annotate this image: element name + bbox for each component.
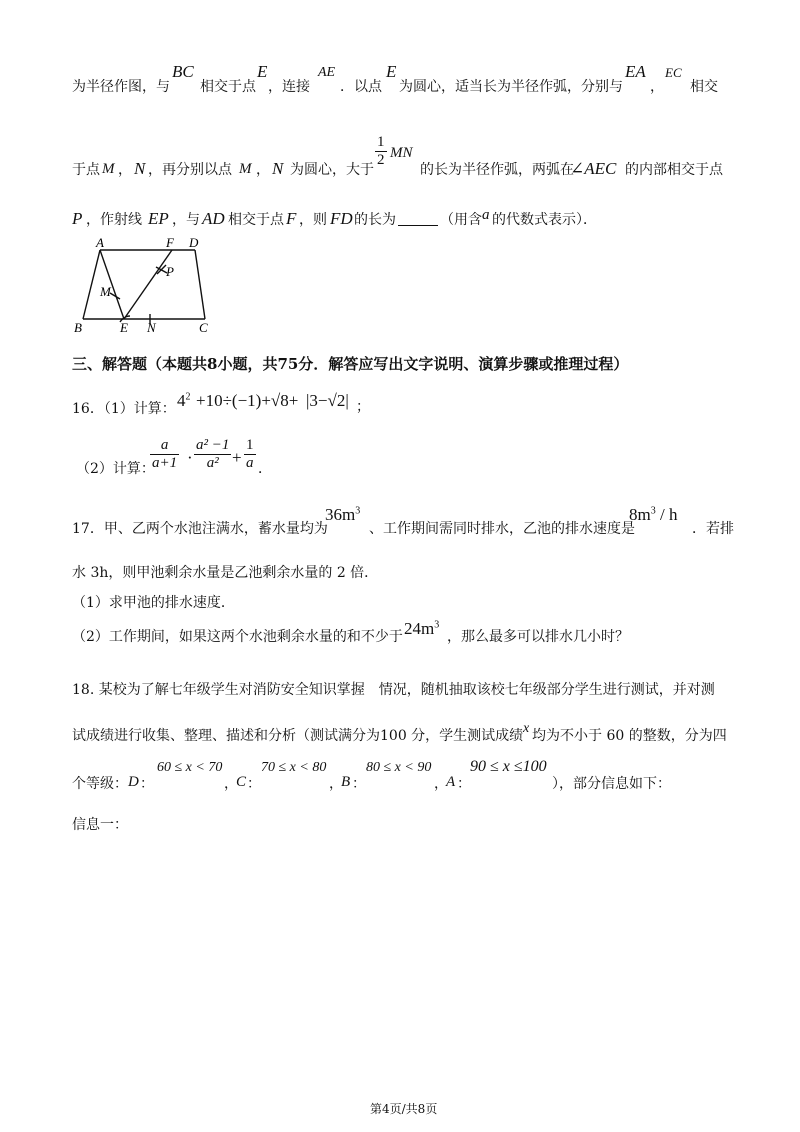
text: ， bbox=[329, 776, 343, 792]
text: 为圆心，适当长为半径作弧，分别与 bbox=[399, 79, 623, 95]
text: ， bbox=[256, 162, 270, 178]
q16-expr-b: +10÷(−1)+√8+ bbox=[196, 391, 299, 410]
math-M: M bbox=[239, 161, 252, 177]
answer-blank[interactable] bbox=[398, 213, 438, 229]
info-one-label: 信息一： bbox=[72, 817, 128, 833]
q17-line1c: ．若排 bbox=[692, 521, 734, 537]
range-C: 70 ≤ x < 80 bbox=[261, 760, 327, 775]
plus-operator: + bbox=[232, 448, 242, 467]
math-E: E bbox=[386, 62, 397, 81]
label-N: N bbox=[147, 320, 156, 335]
text: ．以点 bbox=[340, 79, 382, 95]
text: ： bbox=[140, 776, 154, 792]
q18-line3a: 个等级： bbox=[72, 776, 128, 792]
math-E: E bbox=[257, 62, 268, 81]
q16-part1-label: 16．（1）计算： bbox=[72, 401, 176, 417]
grade-A: A bbox=[446, 774, 456, 790]
label-A: A bbox=[96, 236, 104, 250]
math-N: N bbox=[134, 159, 146, 178]
fraction-1-over-a: $\frac{1}{a}$ bbox=[246, 437, 254, 471]
math-EA: EA bbox=[625, 62, 646, 81]
math-BC: BC bbox=[172, 62, 194, 81]
label-P: P bbox=[166, 264, 174, 279]
math-AD: AD bbox=[202, 209, 225, 228]
math-EP: EP bbox=[148, 209, 169, 228]
q18-line2a: 试成绩进行收集、整理、描述和分析（测试满分为100 分，学生测试成绩 bbox=[72, 728, 524, 744]
math-a: a bbox=[482, 207, 490, 223]
text: ， bbox=[434, 776, 448, 792]
text: ，连接 bbox=[268, 79, 310, 95]
label-D: D bbox=[189, 236, 199, 250]
label-M: M bbox=[100, 284, 111, 299]
text: ： bbox=[247, 776, 261, 792]
q17-line1b: 、工作期间需同时排水，乙池的排水速度是 bbox=[369, 521, 635, 537]
q16-expr-abs: |3−√2| bbox=[306, 391, 349, 410]
math-x: x bbox=[523, 721, 530, 736]
label-F: F bbox=[166, 236, 174, 250]
text: （用含 bbox=[440, 212, 482, 228]
q16-part2-label: （2）计算： bbox=[76, 461, 155, 477]
dot-operator: · bbox=[187, 448, 193, 467]
fraction-a-over-a-plus-1: $\frac{a}{a+1}$ bbox=[152, 437, 178, 471]
math-EC: EC bbox=[665, 65, 682, 80]
q17-line1a: 17．甲、乙两个水池注满水，蓄水量均为 bbox=[72, 521, 328, 537]
page-footer: 第4页/共8页 bbox=[370, 1102, 438, 1116]
text: 为半径作图，与 bbox=[72, 79, 170, 95]
q17-volume: $36m^3$ bbox=[325, 505, 361, 524]
text: 的内部相交于点 bbox=[625, 162, 723, 178]
math-AE: AE bbox=[318, 65, 336, 80]
math-F: F bbox=[286, 209, 297, 228]
math-P: P bbox=[72, 209, 83, 228]
q17-part1: （1）求甲池的排水速度． bbox=[72, 595, 235, 611]
text: ： bbox=[457, 776, 471, 792]
text: 相交于点 bbox=[200, 79, 256, 95]
q18-line2b: 均为不小于 60 的整数，分为四 bbox=[532, 728, 727, 744]
range-B: 80 ≤ x < 90 bbox=[366, 760, 432, 775]
q17-part2b: ，那么最多可以排水几小时？ bbox=[447, 629, 629, 645]
ray-EP bbox=[124, 250, 172, 319]
section-heading: 三、解答题（本题共8小题，共75分．解答应写出文字说明、演算步骤或推理过程） bbox=[72, 355, 629, 373]
text: ． bbox=[258, 461, 272, 477]
fraction-one-half: $\frac{1}{2}$ bbox=[377, 134, 385, 168]
text: 的长为 bbox=[354, 212, 396, 228]
text: 于点 bbox=[72, 162, 100, 178]
range-D: 60 ≤ x < 70 bbox=[157, 760, 223, 775]
text: 的代数式表示）． bbox=[492, 212, 597, 228]
q17-volume-sum: $24m^3$ bbox=[404, 619, 440, 638]
grade-C: C bbox=[236, 774, 247, 790]
text: 相交 bbox=[690, 79, 718, 95]
text: ，再分别以点 bbox=[148, 162, 232, 178]
text: ， bbox=[224, 776, 238, 792]
label-C: C bbox=[199, 320, 208, 335]
text: ： bbox=[352, 776, 366, 792]
segment-AB bbox=[83, 250, 100, 319]
text: 为圆心，大于 bbox=[290, 162, 374, 178]
text: ， bbox=[650, 79, 664, 95]
math-M: M bbox=[102, 161, 115, 177]
text: 的长为半径作弧，两弧在 bbox=[420, 162, 574, 178]
grade-B: B bbox=[341, 774, 351, 790]
text: ， bbox=[118, 162, 132, 178]
math-MN: MN bbox=[390, 145, 413, 161]
text: ，作射线 bbox=[86, 212, 142, 228]
q16-expr-a: $4^2$ bbox=[177, 391, 191, 410]
label-E: E bbox=[120, 320, 128, 335]
label-B: B bbox=[74, 320, 82, 335]
text: 相交于点 bbox=[228, 212, 284, 228]
q17-part2a: （2）工作期间，如果这两个水池剩余水量的和不少于 bbox=[72, 629, 403, 645]
q18-line1: 18. 某校为了解七年级学生对消防安全知识掌握 情况，随机抽取该校七年级部分学生进行测试，并对测 bbox=[72, 682, 715, 698]
text: ，则 bbox=[299, 212, 327, 228]
q17-line2: 水 3h，则甲池剩余水量是乙池剩余水量的 2 倍． bbox=[72, 565, 379, 581]
math-angle-AEC: ∠AEC bbox=[570, 159, 617, 178]
text: ； bbox=[356, 399, 370, 415]
grade-D: D bbox=[128, 774, 139, 790]
segment-DC bbox=[195, 250, 205, 319]
q18-line3b: ），部分信息如下： bbox=[552, 776, 671, 792]
text: ，与 bbox=[172, 212, 200, 228]
q17-rate: $8m^3$ / h bbox=[629, 505, 678, 524]
fraction-a-squared-minus-1: $\frac{\text{a² −1}}{\text{a²}}$ bbox=[196, 437, 230, 471]
math-FD: FD bbox=[330, 209, 353, 228]
geometry-figure bbox=[70, 236, 220, 336]
math-N: N bbox=[272, 159, 284, 178]
range-A: 90 ≤ x ≤100 bbox=[470, 758, 547, 775]
